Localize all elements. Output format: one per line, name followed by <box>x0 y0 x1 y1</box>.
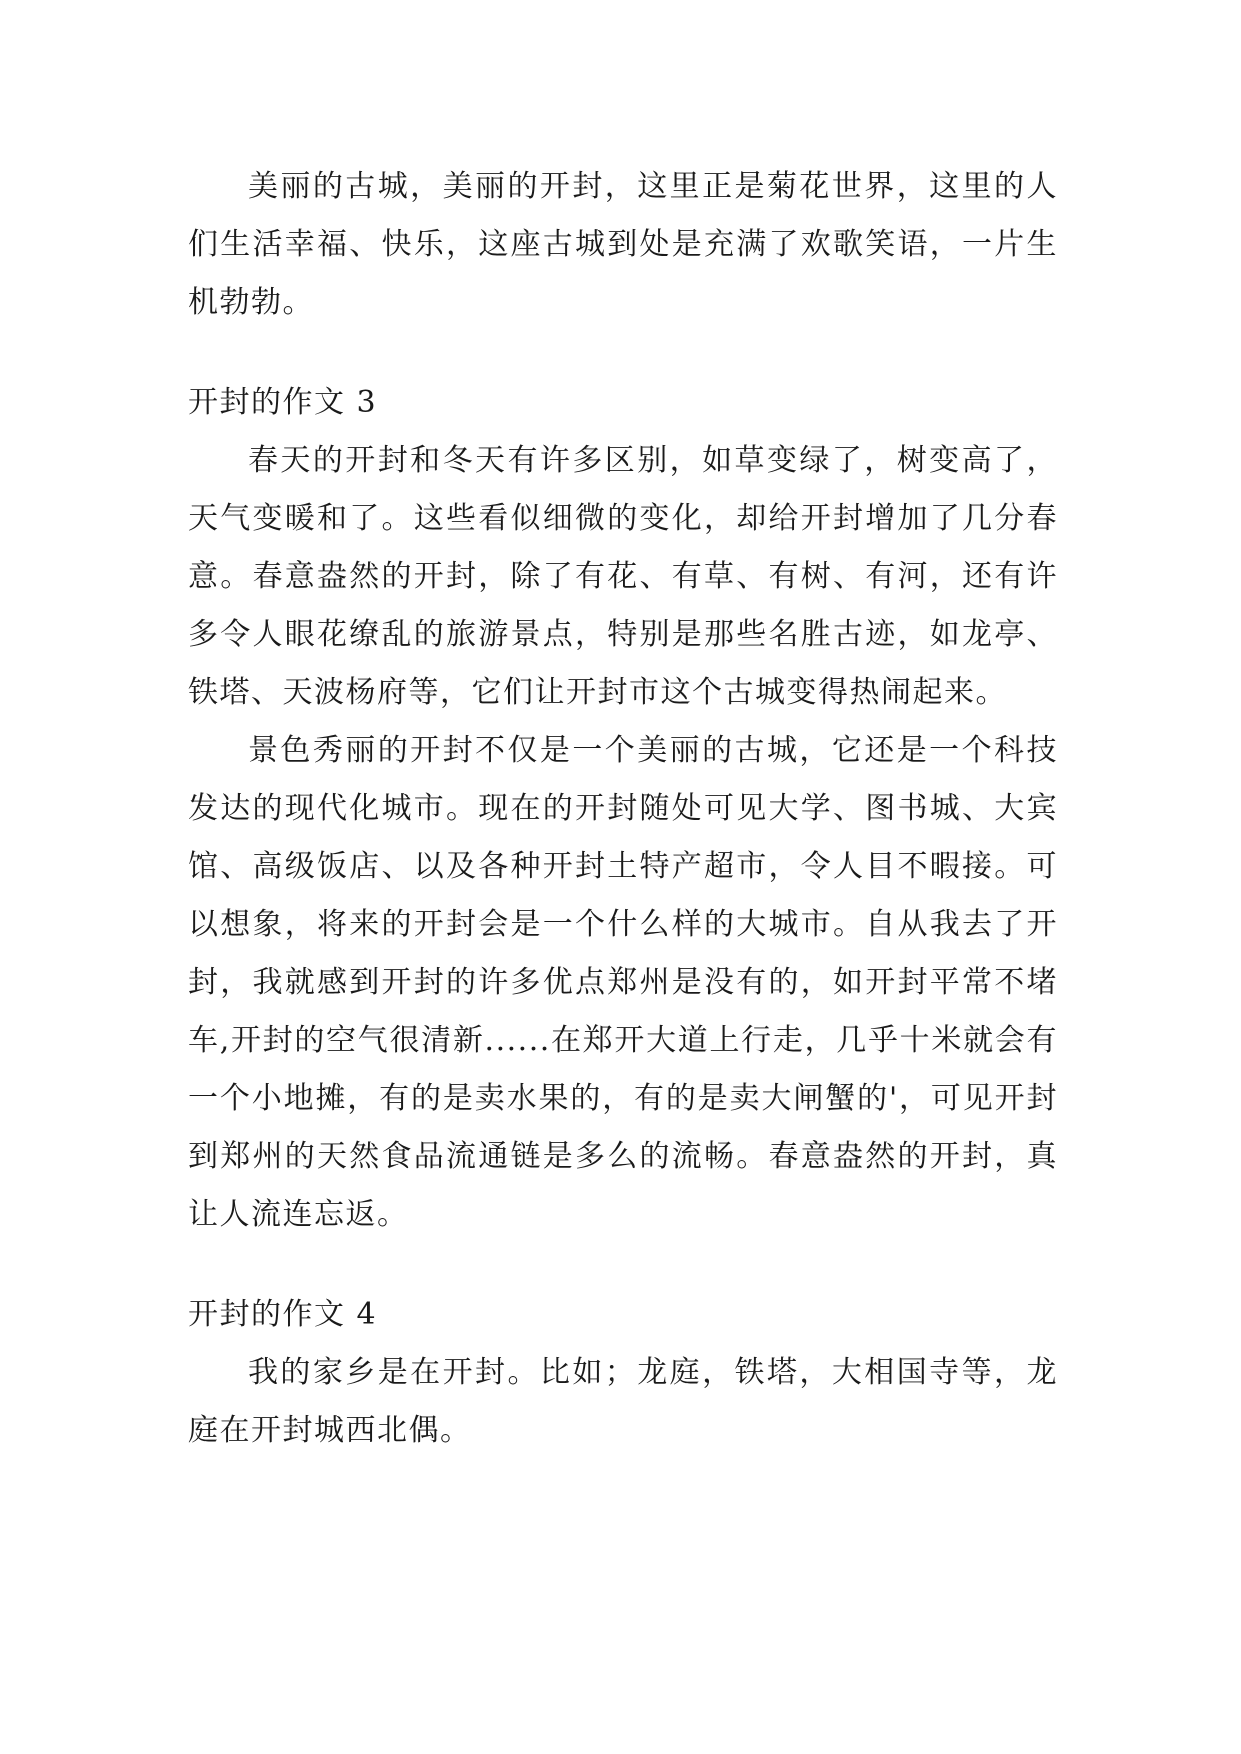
section-gap <box>188 1244 1058 1286</box>
paragraph-hometown: 我的家乡是在开封。比如；龙庭，铁塔，大相国寺等，龙庭在开封城西北偶。 <box>188 1355 1058 1448</box>
section-heading-4: 开封的作文 4 <box>188 1297 378 1332</box>
paragraph-modern-city: 景色秀丽的开封不仅是一个美丽的古城，它还是一个科技发达的现代化城市。现在的开封随处可见大学、图书城、大宾馆、高级饭店、以及各种开封土特产超市，令人目不暇接。可以想象，将来的开封会是一个什么样的大城市。自从我去了开封，我就感到开封的许多优点郑州是没有的，如开封平常不堵车,开封的空气很清新......在郑开大道上行走，几乎十米就会有一个小地摊，有的是卖水果的，有的是卖大闸蟹的'，可见开封到郑州的天然食品流通链是多么的流畅。春意盎然的开封，真让人流连忘返。 <box>188 733 1058 1232</box>
section-heading-3: 开封的作文 3 <box>188 385 378 420</box>
section-gap <box>188 332 1058 374</box>
document-body <box>188 158 1058 1460</box>
paragraph-intro: 美丽的古城，美丽的开封，这里正是菊花世界，这里的人们生活幸福、快乐，这座古城到处是充满了欢歌笑语，一片生机勃勃。 <box>188 169 1058 320</box>
paragraph-spring: 春天的开封和冬天有许多区别，如草变绿了，树变高了，天气变暖和了。这些看似细微的变化，却给开封增加了几分春意。春意盎然的开封，除了有花、有草、有树、有河，还有许多令人眼花缭乱的旅游景点，特别是那些名胜古迹，如龙亭、铁塔、天波杨府等，它们让开封市这个古城变得热闹起来。 <box>188 443 1058 710</box>
